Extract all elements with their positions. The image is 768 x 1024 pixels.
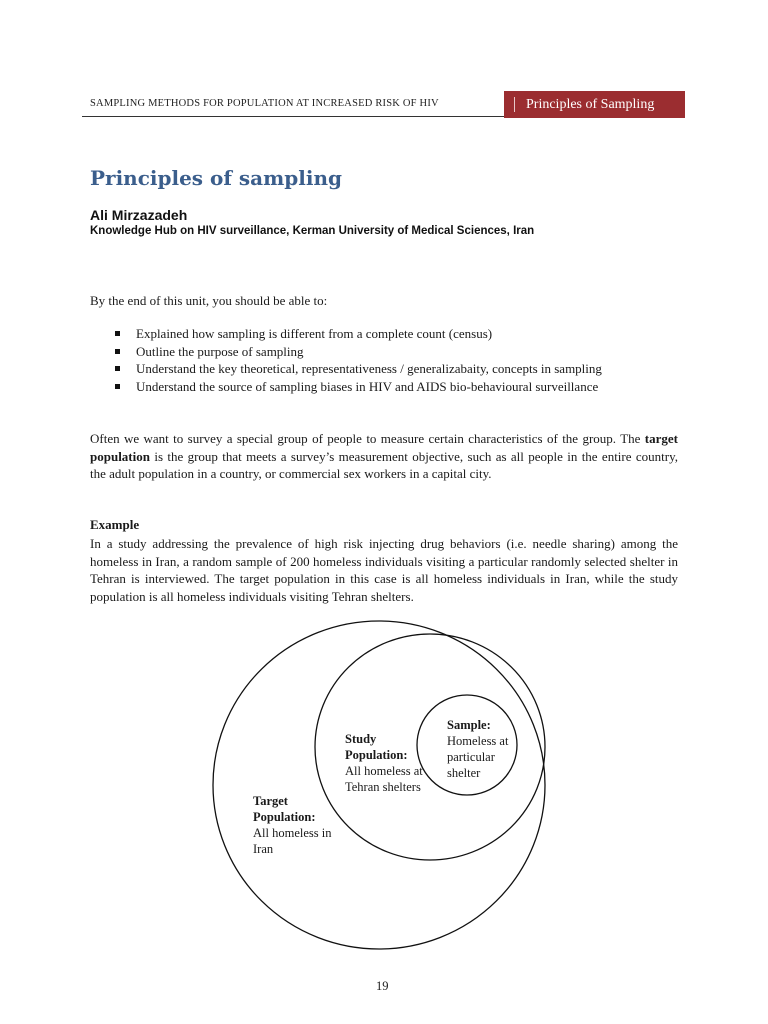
target-population-label: [253, 793, 343, 857]
sample-label-desc: Homeless at particular shelter: [447, 734, 509, 780]
objective-item: Outline the purpose of sampling: [90, 343, 690, 361]
target-label-title: Target Population:: [253, 794, 316, 824]
running-header: SAMPLING METHODS FOR POPULATION AT INCREASED RISK OF HIV: [90, 98, 439, 109]
section-tab: Principles of Sampling: [504, 91, 685, 118]
author-affiliation: Knowledge Hub on HIV surveillance, Kerman University of Medical Sciences, Iran: [90, 225, 535, 237]
page-number: 19: [376, 979, 389, 993]
paragraph-text: Often we want to survey a special group of people to measure certain characteristics of the group. The: [90, 431, 645, 446]
target-label-desc: All homeless in Iran: [253, 826, 332, 856]
author-name: Ali Mirzazadeh: [90, 207, 188, 223]
term-target-population: target population: [90, 431, 678, 464]
objective-item: Explained how sampling is different from a complete count (census): [90, 325, 690, 343]
study-label-title: Study Population:: [345, 732, 408, 762]
study-population-label: [345, 731, 425, 795]
page-title: Principles of sampling: [90, 166, 343, 190]
study-label-desc: All homeless at Tehran shelters: [345, 764, 423, 794]
objective-item: Understand the key theoretical, representativeness / generalizabaity, concepts in sampling: [90, 360, 690, 378]
sample-label-title: Sample:: [447, 718, 491, 732]
sample-label: [447, 717, 519, 781]
objective-item: Understand the source of sampling biases in HIV and AIDS bio-behavioural surveillance: [90, 378, 690, 396]
objectives-intro: By the end of this unit, you should be able to:: [90, 293, 328, 308]
example-heading: Example: [90, 517, 140, 532]
example-paragraph: In a study addressing the prevalence of high risk injecting drug behaviors (i.e. needle sharing) among the homeless in Iran, a random sample of 200 homeless individuals visiting a particular randomly selected shelter in Tehran is interviewed. The target population in this case is all homeless individuals in Iran, while the study population is all homeless individuals visiting Tehran shelters.: [90, 536, 678, 604]
paragraph-text: is the group that meets a survey’s measurement objective, such as all people in the entire country, the adult population in a country, or commercial sex workers in a capital city.: [90, 448, 678, 481]
